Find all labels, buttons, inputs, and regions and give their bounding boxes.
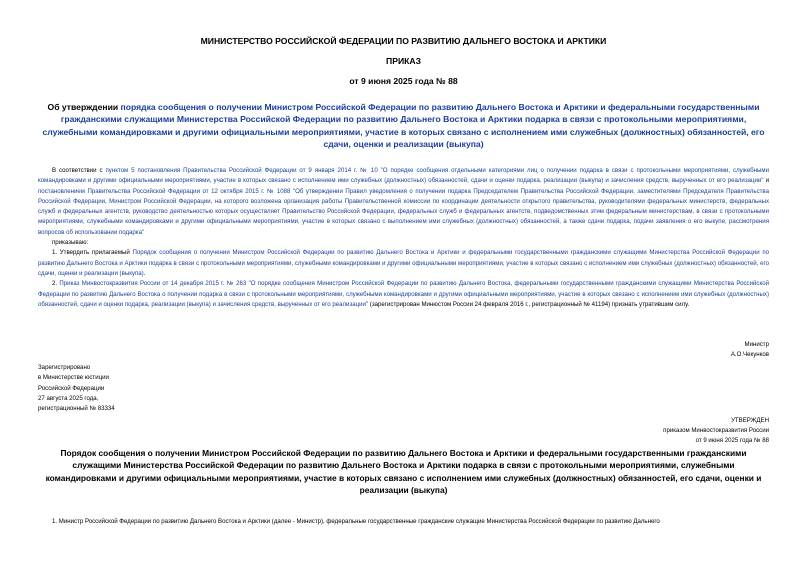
registration-block (38, 363, 115, 414)
preamble (38, 166, 769, 310)
signature-block (731, 340, 769, 360)
preamble-link-resolution-1088[interactable]: постановлением Правительства Российской Федерации от 12 октября 2015 г. № 1088 "Об утверждении Правил уведомления о получении подарка Председателем Правительства Российской Федерации, заместителями Председателя Правительства Российской Федерации, Министром Российской Федерации, на которого возложена организация работы Правительственной комиссии по координации деятельности открытого правительства, руководителями федеральных министерств, федеральных служб и федеральных агентств, руководство деятельностью которых осуществляет Правительство Российской Федерации, федеральных служб и федеральных агентств, подведомственных этим федеральным министерствам, в связи с протокольными мероприятиями, служебными командировками и другими официальными мероприятиями, участие в которых связано с выполнением ими служебных (должностных) обязанностей, а также сдачи подарка, подачи заявления о его выкупе, рассмотрения вопросов об использовании подарка" (38, 187, 769, 236)
approved-line-3: от 9 июня 2025 года № 88 (695, 437, 769, 445)
registration-line-3: Российской Федерации (38, 384, 105, 392)
preamble-text-a: В соответствии с (52, 167, 106, 174)
prikazyvayu: приказываю: (52, 239, 89, 247)
preamble-paragraph (38, 166, 769, 238)
order-title-prefix: Об утверждении (47, 102, 121, 112)
order-title-link[interactable]: порядка сообщения о получении Министром Российской Федерации по развитию Дальнего Востока и Арктики и федеральными государственными гражданскими служащими Министерства Российской Федерации по развитию Дальнего Востока и Арктики подарка в связи с протокольными мероприятиями, служебными командировками и другими официальными мероприятиями, участие в которых связано с исполнением ими служебных (должностных) обязанностей, его сдачи, оценки и реализации (выкупа) (42, 102, 765, 150)
doc-date-number: от 9 июня 2025 года № 88 (349, 76, 458, 86)
approved-block (663, 416, 769, 447)
signature-name: А.О.Чекунков (730, 351, 769, 359)
annex-paragraph-1: 1. Министр Российской Федерации по развитию Дальнего Востока и Арктики (далее - Министр), федеральные государственные гражданские служащие Министерства Российской Федерации по развитию Дальнего (52, 518, 660, 525)
item-2-text-a: 2. (52, 280, 60, 288)
annex-title: Порядок сообщения о получении Министром Российской Федерации по развитию Дальнего Востока и Арктики и федеральными государственными гражданскими служащими Министерства Российской Федерации по развитию Дальнего Востока и Арктики подарка в связи с протокольными мероприятиями, служебными командировками и другими официальными мероприятиями, участие в которых связано с исполнением ими служебных (должностных) обязанностей, его сдачи, оценки и реализации (выкупа) (45, 448, 762, 496)
preamble-link-resolution-10[interactable]: пунктом 5 постановления Правительства Российской Федерации от 9 января 2014 г. № 10 "О порядке сообщения отдельными категориями лиц о получении подарка в связи с протокольными мероприятиями, служебными командировками и другими официальными мероприятиями, участие в которых связано с исполнением ими служебных (должностных) обязанностей, сдачи и оценки подарка, реализации (выкупа) и зачисления средств, вырученных от его реализации" (38, 167, 770, 185)
item-1-text-a: 1. Утвердить прилагаемый (52, 249, 133, 257)
item-2 (38, 279, 769, 310)
approved-line-2: приказом Минвостокразвития России (663, 427, 769, 435)
preamble-text-b: и (763, 177, 769, 185)
order-title (36, 101, 771, 151)
doc-type: ПРИКАЗ (386, 56, 421, 66)
registration-line-1: Зарегистрировано (38, 364, 91, 371)
ministry-header: МИНИСТЕРСТВО РОССИЙСКОЙ ФЕДЕРАЦИИ ПО РАЗВИТИЮ ДАЛЬНЕГО ВОСТОКА И АРКТИКИ (200, 36, 607, 46)
item-2-text-b: (зарегистрирован Минюстом России 24 февраля 2016 г., регистрационный № 41194) признать утратившим силу. (368, 300, 690, 308)
item-1 (38, 248, 769, 279)
signature-position: Министр (744, 341, 769, 348)
registration-line-4: 27 августа 2025 года, (38, 394, 99, 402)
registration-line-2: в Министерстве юстиции (38, 374, 109, 382)
item-2-link[interactable]: Приказ Минвостокразвития России от 14 декабря 2015 г. № 263 "О порядке сообщения Министром Российской Федерации по развитию Дальнего Востока, федеральными государственными гражданскими служащими Министерства Российской Федерации по развитию Дальнего Востока о получении подарка в связи с протокольными мероприятиями, служебными командировками и другими официальными мероприятиями, участие в которых связано с исполнением ими служебных (должностных) обязанностей, сдачи и оценки подарка, реализации (выкупа) и зачисления средств, вырученных от его реализации" (38, 280, 769, 308)
registration-line-5: регистрационный № 83334 (38, 405, 115, 413)
item-1-text-b: . (143, 269, 146, 277)
approved-line-1: УТВЕРЖДЕН (731, 417, 769, 424)
item-1-link[interactable]: Порядок сообщения о получении Министром Российской Федерации по развитию Дальнего Востока и Арктики и федеральными государственными гражданскими служащими Министерства Российской Федерации по развитию Дальнего Востока и Арктики подарка в связи с протокольными мероприятиями, служебными командировками и другими официальными мероприятиями, участие в которых связано с исполнением ими служебных (должностных) обязанностей, его сдачи, оценки и реализации (выкупа) (38, 249, 770, 277)
